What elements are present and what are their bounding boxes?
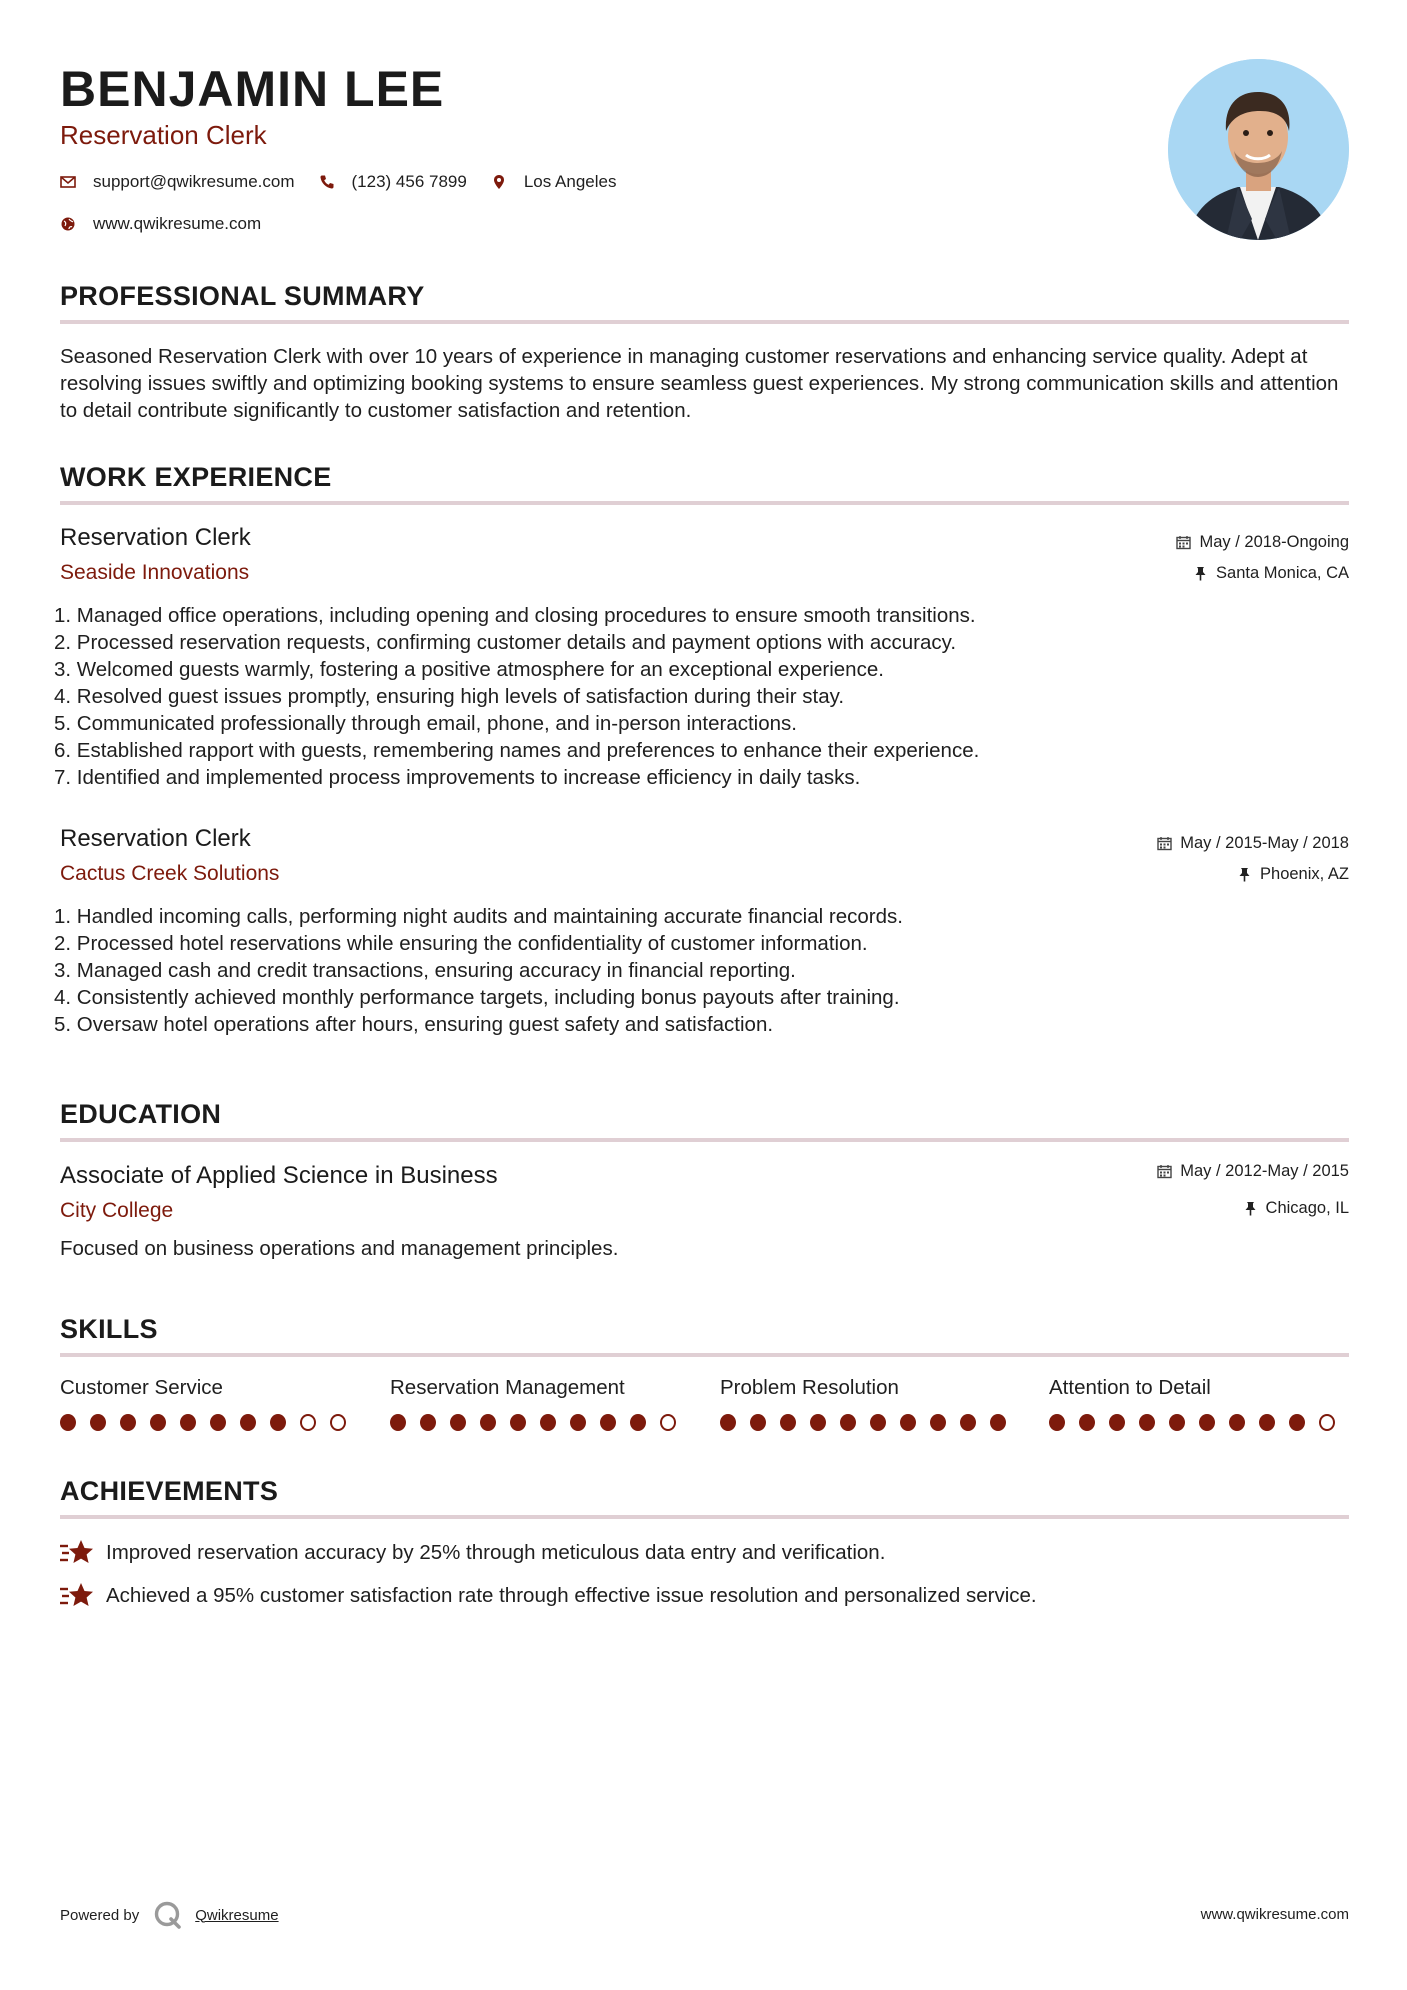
education-title: EDUCATION xyxy=(60,1099,222,1129)
rating-dot-filled xyxy=(900,1414,916,1431)
summary-text: Seasoned Reservation Clerk with over 10 years of experience in managing customer reservations and enhancing service quality. Adept at resolving issues swiftly and optimizing booking systems to ensure seamless guest experiences. My strong communication skills and attention to detail contribute significantly to customer satisfaction and retention. xyxy=(60,345,1339,422)
website-text[interactable]: www.qwikresume.com xyxy=(93,214,262,233)
job-location-text: Phoenix, AZ xyxy=(1260,865,1349,883)
qwikresume-link[interactable]: Qwikresume xyxy=(195,1906,279,1924)
skill-item xyxy=(1049,1376,1349,1431)
list-item: 1. Managed office operations, including opening and closing procedures to ensure smooth transitions. xyxy=(54,604,976,627)
contact-email xyxy=(60,172,295,192)
rating-dot-filled xyxy=(210,1414,226,1431)
rating-dot-empty xyxy=(1319,1414,1335,1431)
job-location xyxy=(1193,564,1349,583)
education-location xyxy=(1243,1199,1349,1218)
list-item: 4. Consistently achieved monthly performance targets, including bonus payouts after training. xyxy=(54,986,900,1009)
rating-dot-filled xyxy=(990,1414,1006,1431)
rating-dot-filled xyxy=(120,1414,136,1431)
section-divider xyxy=(60,1138,1349,1142)
skill-rating xyxy=(1049,1414,1349,1431)
skill-rating xyxy=(390,1414,690,1431)
rating-dot-filled xyxy=(600,1414,616,1431)
rating-dot-filled xyxy=(90,1414,106,1431)
job-location xyxy=(1237,865,1349,884)
rating-dot-filled xyxy=(390,1414,406,1431)
rating-dot-filled xyxy=(570,1414,586,1431)
list-item: 6. Established rapport with guests, remembering names and preferences to enhance their experience. xyxy=(54,739,980,762)
email-text[interactable]: support@qwikresume.com xyxy=(93,172,295,191)
rating-dot-filled xyxy=(180,1414,196,1431)
section-divider xyxy=(60,1353,1349,1357)
rating-dot-filled xyxy=(60,1414,76,1431)
rating-dot-filled xyxy=(1079,1414,1095,1431)
job-company: Cactus Creek Solutions xyxy=(60,862,280,885)
rating-dot-filled xyxy=(960,1414,976,1431)
calendar-icon xyxy=(1176,535,1191,550)
list-item: 2. Processed reservation requests, confirming customer details and payment options with accuracy. xyxy=(54,631,957,654)
rating-dot-empty xyxy=(660,1414,676,1431)
contact-website xyxy=(60,214,261,234)
achievement-text: Achieved a 95% customer satisfaction rate through effective issue resolution and personalized service. xyxy=(106,1584,1037,1607)
footer-website[interactable]: www.qwikresume.com xyxy=(1200,1906,1349,1923)
rating-dot-filled xyxy=(840,1414,856,1431)
education-description: Focused on business operations and management principles. xyxy=(60,1237,619,1260)
profile-photo xyxy=(1168,59,1349,240)
candidate-name: BENJAMIN LEE xyxy=(60,61,445,117)
skill-item xyxy=(720,1376,1020,1431)
rating-dot-filled xyxy=(150,1414,166,1431)
job-dates-text: May / 2018-Ongoing xyxy=(1199,533,1349,551)
list-item: 5. Oversaw hotel operations after hours, ensuring guest safety and satisfaction. xyxy=(54,1013,774,1036)
map-pin-icon xyxy=(491,174,507,190)
list-item: 7. Identified and implemented process improvements to increase efficiency in daily tasks. xyxy=(54,766,861,789)
rating-dot-filled xyxy=(810,1414,826,1431)
experience-title: WORK EXPERIENCE xyxy=(60,462,332,492)
rating-dot-filled xyxy=(480,1414,496,1431)
achievement-text: Improved reservation accuracy by 25% through meticulous data entry and verification. xyxy=(106,1541,886,1564)
rating-dot-filled xyxy=(1289,1414,1305,1431)
calendar-icon xyxy=(1157,1164,1172,1179)
star-award-icon xyxy=(60,1538,94,1568)
education-dates xyxy=(1157,1162,1349,1181)
rating-dot-filled xyxy=(1049,1414,1065,1431)
location-text: Los Angeles xyxy=(523,172,617,191)
rating-dot-filled xyxy=(630,1414,646,1431)
rating-dot-empty xyxy=(330,1414,346,1431)
pushpin-icon xyxy=(1237,867,1252,882)
section-divider xyxy=(60,1515,1349,1519)
rating-dot-filled xyxy=(1139,1414,1155,1431)
skill-name: Reservation Management xyxy=(390,1376,625,1399)
pushpin-icon xyxy=(1243,1201,1258,1216)
list-item: 1. Handled incoming calls, performing night audits and maintaining accurate financial records. xyxy=(54,905,903,928)
skill-rating xyxy=(60,1414,360,1431)
rating-dot-filled xyxy=(720,1414,736,1431)
list-item: 3. Managed cash and credit transactions, ensuring accuracy in financial reporting. xyxy=(54,959,796,982)
skill-name: Attention to Detail xyxy=(1049,1376,1211,1399)
phone-text: (123) 456 7899 xyxy=(351,172,467,191)
rating-dot-filled xyxy=(870,1414,886,1431)
skill-name: Problem Resolution xyxy=(720,1376,899,1399)
school-name: City College xyxy=(60,1199,174,1222)
rating-dot-filled xyxy=(420,1414,436,1431)
contact-row-2 xyxy=(60,214,285,234)
skills-title: SKILLS xyxy=(60,1314,158,1344)
calendar-icon xyxy=(1157,836,1172,851)
job-dates xyxy=(1157,834,1349,853)
rating-dot-filled xyxy=(1109,1414,1125,1431)
education-location-text: Chicago, IL xyxy=(1265,1199,1349,1217)
footer-powered-by xyxy=(60,1900,279,1930)
rating-dot-filled xyxy=(240,1414,256,1431)
education-dates-text: May / 2012-May / 2015 xyxy=(1180,1162,1349,1180)
contact-phone xyxy=(319,172,467,192)
candidate-role: Reservation Clerk xyxy=(60,120,267,150)
job-title: Reservation Clerk xyxy=(60,825,251,852)
qwikresume-logo-icon xyxy=(153,1900,183,1930)
powered-by-label: Powered by xyxy=(60,1906,140,1924)
job-location-text: Santa Monica, CA xyxy=(1216,564,1349,582)
job-dates-text: May / 2015-May / 2018 xyxy=(1180,834,1349,852)
skill-item xyxy=(390,1376,690,1431)
rating-dot-filled xyxy=(540,1414,556,1431)
achievements-title: ACHIEVEMENTS xyxy=(60,1476,279,1506)
list-item: 2. Processed hotel reservations while ensuring the confidentiality of customer information. xyxy=(54,932,868,955)
rating-dot-filled xyxy=(1199,1414,1215,1431)
rating-dot-filled xyxy=(930,1414,946,1431)
summary-title: PROFESSIONAL SUMMARY xyxy=(60,281,425,311)
contact-row xyxy=(60,172,640,192)
job-dates xyxy=(1176,533,1349,552)
rating-dot-filled xyxy=(270,1414,286,1431)
person-avatar-icon xyxy=(1168,59,1349,240)
rating-dot-filled xyxy=(1259,1414,1275,1431)
envelope-icon xyxy=(60,174,76,190)
pushpin-icon xyxy=(1193,566,1208,581)
job-duties-list xyxy=(54,602,1254,791)
job-title: Reservation Clerk xyxy=(60,524,251,551)
achievement-item xyxy=(60,1538,885,1568)
degree-title: Associate of Applied Science in Business xyxy=(60,1162,498,1189)
section-divider xyxy=(60,501,1349,505)
star-award-icon xyxy=(60,1581,94,1611)
globe-icon xyxy=(60,216,76,232)
rating-dot-filled xyxy=(450,1414,466,1431)
rating-dot-empty xyxy=(300,1414,316,1431)
job-company: Seaside Innovations xyxy=(60,561,250,584)
rating-dot-filled xyxy=(1169,1414,1185,1431)
rating-dot-filled xyxy=(1229,1414,1245,1431)
list-item: 4. Resolved guest issues promptly, ensuring high levels of satisfaction during their stay. xyxy=(54,685,845,708)
skill-rating xyxy=(720,1414,1020,1431)
section-divider xyxy=(60,320,1349,324)
contact-location xyxy=(491,172,617,192)
list-item: 3. Welcomed guests warmly, fostering a positive atmosphere for an exceptional experience. xyxy=(54,658,884,681)
achievement-item xyxy=(60,1581,1037,1611)
rating-dot-filled xyxy=(750,1414,766,1431)
skill-name: Customer Service xyxy=(60,1376,223,1399)
job-duties-list xyxy=(54,903,1254,1038)
skill-item xyxy=(60,1376,360,1431)
list-item: 5. Communicated professionally through email, phone, and in-person interactions. xyxy=(54,712,797,735)
phone-icon xyxy=(319,174,335,190)
rating-dot-filled xyxy=(780,1414,796,1431)
rating-dot-filled xyxy=(510,1414,526,1431)
